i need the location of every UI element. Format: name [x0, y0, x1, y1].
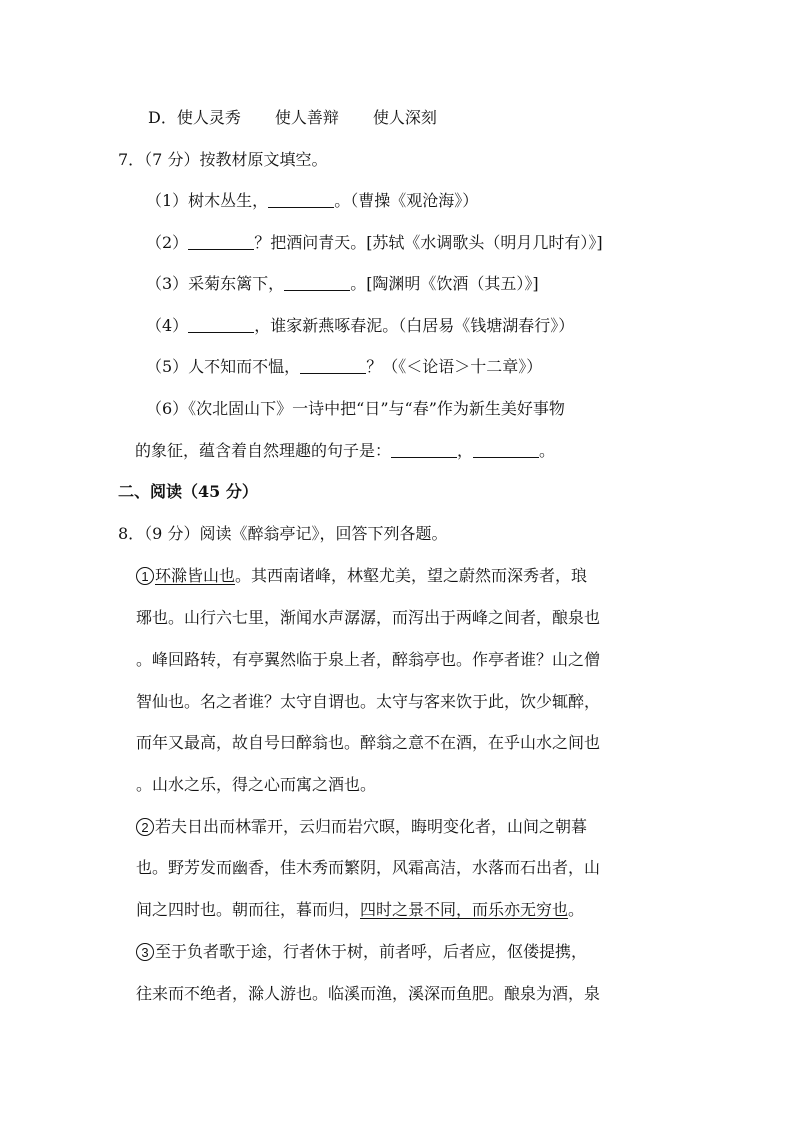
passage-p3-line-2: 往来而不绝者，滁人游也。临溪而渔，溪深而鱼肥。酿泉为酒，泉	[136, 984, 601, 1003]
answer-blank[interactable]	[473, 441, 539, 458]
q7-item-4-pre: （4）	[146, 316, 189, 335]
q7-item-5	[146, 357, 542, 377]
answer-blank[interactable]	[268, 191, 334, 208]
underlined-sentence: 四时之景不同，而乐亦无穷也	[360, 900, 569, 919]
passage-p1-line-3: 。峰回路转，有亭翼然临于泉上者，醉翁亭也。作亭者谁？山之僧	[136, 650, 601, 669]
paragraph-number-2: 2	[136, 818, 154, 836]
q7-item-3	[146, 274, 539, 294]
q7-item-5-pre: （5）人不知而不愠，	[146, 357, 301, 376]
option-d-part-b: 使人善辩	[274, 108, 339, 127]
q7-item-6-line-2	[135, 441, 555, 461]
q7-item-1-post: 。（曹操《观沧海》）	[334, 191, 479, 210]
passage-p1-line-5: 而年又最高，故自号曰醉翁也。醉翁之意不在酒，在乎山水之间也	[136, 733, 601, 752]
answer-blank[interactable]	[284, 274, 350, 291]
q7-item-5-post: ？（《＜论语＞十二章》）	[366, 357, 543, 376]
q7-item-1-pre: （1）树木丛生，	[146, 191, 269, 210]
passage-p1-line-6: 。山水之乐，得之心而寓之酒也。	[136, 775, 377, 794]
q7-stem: 7．（7 分）按教材原文填空。	[118, 150, 328, 169]
passage-p1-line-2: 琊也。山行六七里，渐闻水声潺潺，而泻出于两峰之间者，酿泉也	[136, 608, 601, 627]
answer-blank[interactable]	[391, 441, 457, 458]
answer-blank[interactable]	[300, 357, 366, 374]
section-title: 二、阅读（45 分）	[118, 482, 258, 501]
q8-stem: 8．（9 分）阅读《醉翁亭记》，回答下列各题。	[118, 524, 448, 543]
q7-item-6-line-1: （6）《次北固山下》一诗中把“日”与“春”作为新生美好事物	[146, 399, 565, 418]
q6-option-d	[148, 108, 437, 128]
passage-text: 至于负者歌于途，行者休于树，前者呼，后者应，伛偻提携，	[155, 942, 588, 961]
passage-p2-line-3	[136, 900, 584, 920]
passage-p1-line-1	[136, 566, 587, 586]
passage-text: 若夫日出而林霏开，云归而岩穴暝，晦明变化者，山间之朝暮	[155, 817, 588, 836]
paragraph-number-3: 3	[136, 943, 154, 961]
paragraph-number-1: 1	[136, 567, 154, 585]
q7-item-4-post: ，谁家新燕啄春泥。（白居易《钱塘湖春行》）	[254, 316, 575, 335]
passage-p2-line-1	[136, 817, 587, 837]
q7-item-2-pre: （2）	[146, 233, 189, 252]
answer-blank[interactable]	[188, 316, 254, 333]
passage-text: 。其西南诸峰，林壑尤美，望之蔚然而深秀者，琅	[235, 566, 588, 585]
answer-blank[interactable]	[188, 233, 254, 250]
option-d-part-c: 使人深刻	[372, 108, 437, 127]
option-d-label: D．使人灵秀	[148, 108, 241, 127]
q7-item-4	[146, 316, 574, 336]
q7-item-3-pre: （3）采菊东篱下，	[146, 274, 285, 293]
passage-text: 间之四时也。朝而往，暮而归，	[136, 900, 361, 919]
q7-item-3-post: 。[陶渊明《饮酒（其五）》]	[350, 274, 539, 293]
q7-item-6-end: 。	[539, 441, 556, 460]
q7-item-2-post: ？把酒问青天。[苏轼《水调歌头（明月几时有）》]	[254, 233, 603, 252]
q7-item-1	[146, 191, 478, 211]
underlined-sentence: 环滁皆山也	[155, 566, 236, 585]
q7-item-2	[146, 233, 603, 253]
passage-p1-line-4: 智仙也。名之者谁？太守自谓也。太守与客来饮于此，饮少辄醉，	[136, 692, 601, 711]
passage-p2-line-2: 也。野芳发而幽香，佳木秀而繁阴，风霜高洁，水落而石出者，山	[136, 858, 601, 877]
q7-item-6-sep: ，	[457, 441, 474, 460]
q7-item-6-pre: 的象征，蕴含着自然理趣的句子是：	[135, 441, 392, 460]
passage-text: 。	[568, 900, 585, 919]
passage-p3-line-1	[136, 942, 587, 962]
